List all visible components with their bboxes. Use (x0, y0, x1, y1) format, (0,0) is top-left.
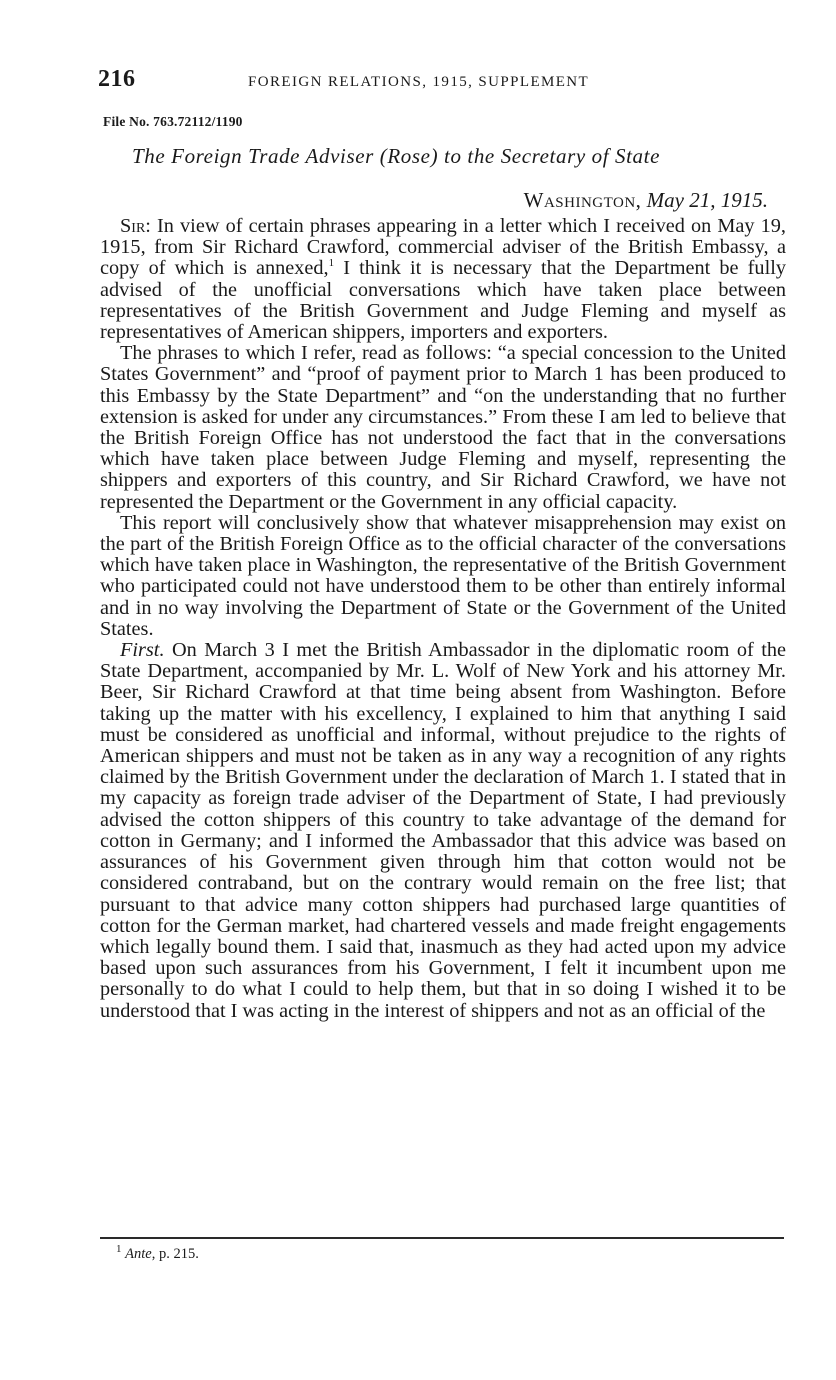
footnote-divider (100, 1237, 784, 1239)
document-heading: The Foreign Trade Adviser (Rose) to the Secretary of State (132, 144, 661, 168)
dateline (524, 188, 768, 213)
page-number: 216 (98, 66, 136, 92)
footnote-ante: Ante (125, 1246, 152, 1262)
running-title: FOREIGN RELATIONS, 1915, SUPPLEMENT (248, 74, 590, 90)
paragraph-1-text-a: In view of certain phrases appearing in a letter which I received on May 19, 1915, from Sir Richard Crawford, commercial adviser of the British Embassy, a copy of which is annexed, (100, 215, 786, 280)
footnote (116, 1243, 199, 1263)
paragraph-4-lead: First. (120, 639, 165, 662)
letter-body (100, 216, 786, 1022)
dateline-place: Washington, (523, 188, 642, 212)
paragraph-2: The phrases to which I refer, read as follows: “a special concession to the United States Government” and “proof of payment prior to March 1 has been produced to this Embassy by the State Department” and “on the understanding that no further extension is asked for under any circumstances.” From these I am led to believe that the British Foreign Office has not understood the fact that in the conversations which have taken place between Judge Fleming and myself, representing the shippers and exporters of this country, and Sir Richard Crawford, we have not represented the Department or the Government in any official capacity. (100, 342, 786, 513)
running-head (98, 66, 788, 100)
footnote-mark: 1 (116, 1243, 122, 1256)
footnote-reference: 1 (328, 257, 335, 270)
paragraph-4 (100, 640, 786, 1022)
paragraph-1 (100, 216, 786, 343)
footnote-ref: , p. 215. (151, 1246, 199, 1262)
paragraph-1-text-b: I think it is necessary that the Department be fully advised of the unofficial conversations which have taken place between representatives of the British Government and Judge Fleming and myself as representatives of American shippers, importers and exporters. (100, 257, 786, 344)
paragraph-4-text: On March 3 I met the British Ambassador in the diplomatic room of the State Department, accompanied by Mr. L. Wolf of New York and his attorney Mr. Beer, Sir Richard Crawford at that time being absent from Washington. Before taking up the matter with his excellency, I explained to him that anything I said must be considered as unofficial and informal, without prejudice to the rights of American shippers and must not be taken as in any way a recognition of any rights claimed by the British Government under the declaration of March 1. I stated that in my capacity as foreign trade adviser of the Department of State, I had previously advised the cotton shippers of this country to take advantage of the demand for cotton in Germany; and I informed the Ambassador that this advice was based on assurances of his Government given through him that cotton would not be considered contraband, but on the contrary would remain on the free list; that pursuant to that advice many cotton shippers had purchased large quantities of cotton for the German market, had chartered vessels and made freight engagements which legally bound them. I said that, inasmuch as they had acted upon my advice based upon such assurances from his Government, I felt it incumbent upon me personally to do what I could to help them, but that in so doing I wished it to be understood that I was acting in the interest of shippers and not as an official of the (100, 639, 786, 1022)
dateline-date: May 21, 1915. (646, 188, 768, 212)
file-number: File No. 763.72112/1190 (103, 114, 243, 129)
salutation: Sir: (120, 215, 151, 237)
paragraph-3: This report will conclusively show that whatever misapprehension may exist on the part of the British Foreign Office as to the official character of the conversations which have taken place in Washington, the representative of the British Government who participated could not have understood them to be other than entirely informal and in no way involving the Department of State or the Government of the United States. (100, 511, 786, 640)
